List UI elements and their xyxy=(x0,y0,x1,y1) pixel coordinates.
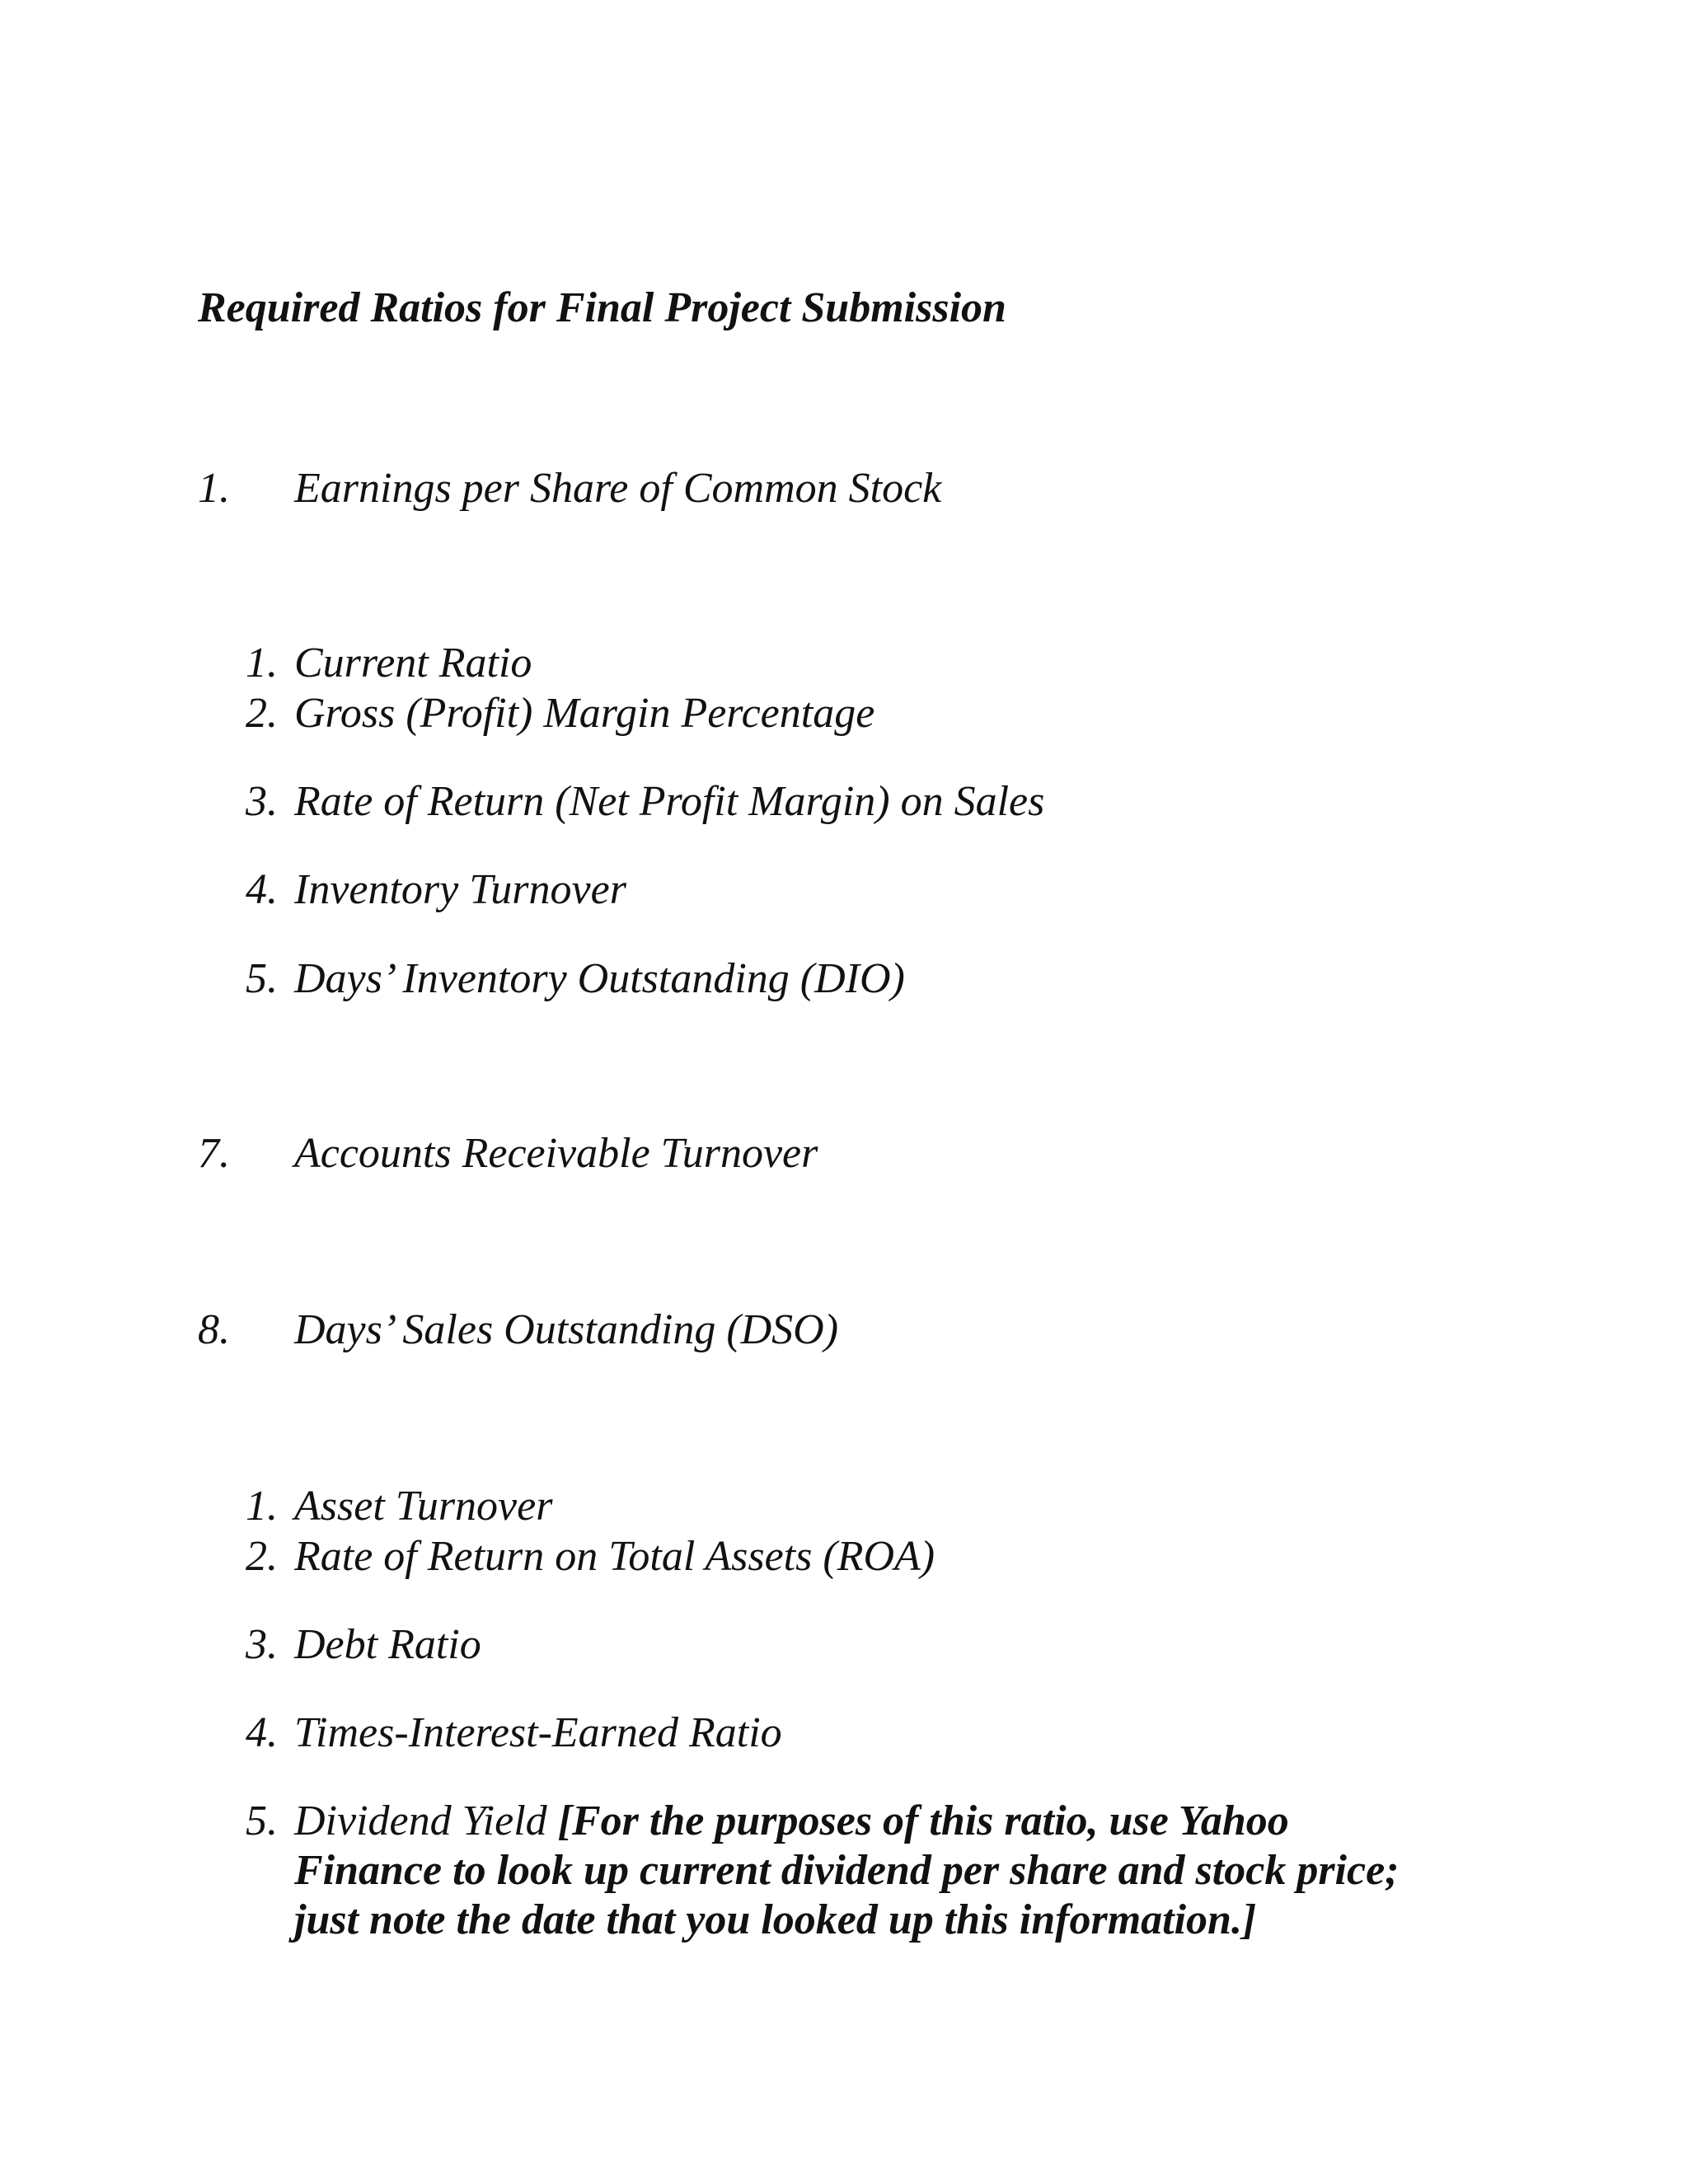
list-item xyxy=(246,1797,1441,1846)
item-note-continued: just note the date that you looked up this information.] xyxy=(294,1896,1257,1943)
item-number: 4. xyxy=(246,1709,278,1756)
list-item xyxy=(198,1305,1187,1355)
item-number: 2. xyxy=(246,1533,278,1580)
item-text: Gross (Profit) Margin Percentage xyxy=(294,690,875,737)
item-text: Rate of Return (Net Profit Margin) on Sales xyxy=(294,778,1045,825)
item-number: 1. xyxy=(246,640,278,687)
item-note-continued: Finance to look up current dividend per share and stock price; xyxy=(294,1847,1400,1894)
item-number: 7. xyxy=(198,1130,230,1177)
item-text: Rate of Return on Total Assets (ROA) xyxy=(294,1533,935,1580)
item-number: 3. xyxy=(246,778,278,825)
list-item xyxy=(246,639,1235,688)
item-text: Earnings per Share of Common Stock xyxy=(294,465,942,512)
item-text: Days’ Inventory Outstanding (DIO) xyxy=(294,955,905,1002)
item-number: 3. xyxy=(246,1621,278,1668)
item-number: 8. xyxy=(198,1306,230,1353)
list-item xyxy=(246,865,1235,915)
item-number: 1. xyxy=(198,465,230,512)
list-item xyxy=(246,1532,1235,1582)
item-text: Asset Turnover xyxy=(294,1483,553,1530)
item-number: 1. xyxy=(246,1483,278,1530)
item-number: 2. xyxy=(246,690,278,737)
item-number: 5. xyxy=(246,955,278,1002)
item-text: Days’ Sales Outstanding (DSO) xyxy=(294,1306,839,1353)
page-title: Required Ratios for Final Project Submission xyxy=(198,284,1006,331)
list-item xyxy=(246,1482,1235,1531)
list-item xyxy=(246,1708,1235,1758)
list-item xyxy=(246,777,1235,827)
list-item xyxy=(198,1129,1187,1179)
list-item xyxy=(198,464,1187,513)
item-text: Current Ratio xyxy=(294,640,532,687)
item-number: 5. xyxy=(246,1797,278,1844)
item-text: Times-Interest-Earned Ratio xyxy=(294,1709,782,1756)
item-text: Dividend Yield xyxy=(294,1797,558,1844)
list-item xyxy=(246,954,1235,1004)
item-text: Accounts Receivable Turnover xyxy=(294,1130,818,1177)
item-note: [For the purposes of this ratio, use Yahoo xyxy=(557,1797,1289,1844)
item-text: Inventory Turnover xyxy=(294,866,626,913)
list-item xyxy=(246,1620,1235,1670)
item-text-with-note xyxy=(294,1797,1289,1846)
item-number: 4. xyxy=(246,866,278,913)
list-item xyxy=(246,689,1235,738)
item-text: Debt Ratio xyxy=(294,1621,481,1668)
